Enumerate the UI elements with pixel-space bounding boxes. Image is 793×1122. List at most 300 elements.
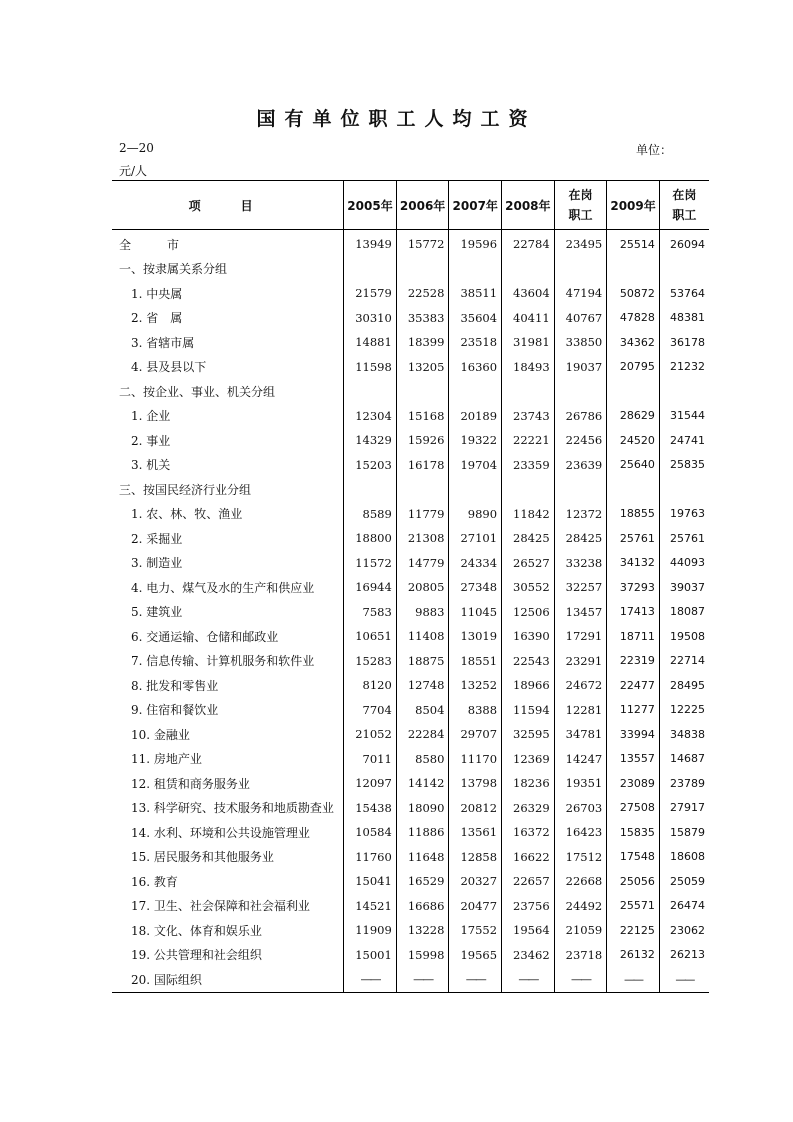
value-cell: 17413 — [607, 600, 660, 625]
value-cell: 18399 — [396, 330, 449, 355]
value-cell: 19322 — [449, 428, 502, 453]
value-cell: 20795 — [607, 355, 660, 380]
value-cell: 23756 — [502, 894, 555, 919]
row-label: 2. 事业 — [131, 433, 171, 448]
value-cell: 27101 — [449, 526, 502, 551]
value-cell: 22319 — [607, 649, 660, 674]
value-cell: 23639 — [554, 453, 607, 478]
header-onduty-2009-line2: 职工 — [672, 208, 697, 222]
value-cell: 23495 — [554, 230, 607, 257]
value-cell: 15041 — [344, 869, 397, 894]
value-cell: 22657 — [502, 869, 555, 894]
value-cell: 8120 — [344, 673, 397, 698]
value-cell — [659, 257, 709, 282]
value-cell: 20477 — [449, 894, 502, 919]
value-cell — [396, 477, 449, 502]
value-cell: 47194 — [554, 281, 607, 306]
table-row — [112, 600, 709, 625]
value-dash: —— — [465, 972, 485, 987]
value-dash: —— — [360, 972, 380, 987]
value-cell — [344, 257, 397, 282]
value-cell: 22668 — [554, 869, 607, 894]
value-cell: 22125 — [607, 918, 660, 943]
row-label: 18. 文化、体育和娱乐业 — [131, 923, 262, 938]
row-label: 二、按企业、事业、机关分组 — [119, 384, 276, 399]
value-cell: 11594 — [502, 698, 555, 723]
value-cell: 17512 — [554, 845, 607, 870]
value-cell: 47828 — [607, 306, 660, 331]
value-cell: 24741 — [659, 428, 709, 453]
value-cell: 20812 — [449, 796, 502, 821]
value-cell: 7704 — [344, 698, 397, 723]
value-cell: 15203 — [344, 453, 397, 478]
value-cell: 14329 — [344, 428, 397, 453]
value-cell: 18800 — [344, 526, 397, 551]
value-cell: 12858 — [449, 845, 502, 870]
value-cell: 19763 — [659, 502, 709, 527]
value-cell: 19037 — [554, 355, 607, 380]
value-cell: 11842 — [502, 502, 555, 527]
unit-label: 单位： — [636, 143, 673, 157]
value-cell — [449, 967, 502, 992]
value-cell: 39037 — [659, 575, 709, 600]
value-cell: 18236 — [502, 771, 555, 796]
value-cell: 21308 — [396, 526, 449, 551]
value-cell: 8388 — [449, 698, 502, 723]
table-row — [112, 575, 709, 600]
value-cell: 21059 — [554, 918, 607, 943]
value-cell — [607, 477, 660, 502]
value-cell: 13228 — [396, 918, 449, 943]
value-cell: 13019 — [449, 624, 502, 649]
value-dash: —— — [570, 972, 590, 987]
header-item: 项 目 — [188, 198, 267, 213]
value-cell: 27917 — [659, 796, 709, 821]
value-cell: 11170 — [449, 747, 502, 772]
value-cell — [554, 477, 607, 502]
header-2008: 2008年 — [502, 181, 555, 230]
row-label: 17. 卫生、社会保障和社会福利业 — [131, 899, 310, 914]
value-cell: 22221 — [502, 428, 555, 453]
value-cell — [396, 967, 449, 992]
value-cell: 15772 — [396, 230, 449, 257]
value-cell: 23789 — [659, 771, 709, 796]
row-label: 11. 房地产业 — [131, 752, 202, 767]
row-label: 3. 机关 — [131, 458, 171, 473]
value-cell: 25571 — [607, 894, 660, 919]
value-cell: 14142 — [396, 771, 449, 796]
value-cell: 12097 — [344, 771, 397, 796]
value-cell — [607, 379, 660, 404]
value-cell: 15926 — [396, 428, 449, 453]
value-cell: 26094 — [659, 230, 709, 257]
value-cell: 25514 — [607, 230, 660, 257]
value-cell: 10651 — [344, 624, 397, 649]
row-label: 1. 农、林、牧、渔业 — [131, 507, 243, 522]
value-cell: 11779 — [396, 502, 449, 527]
value-cell: 12369 — [502, 747, 555, 772]
value-cell — [659, 967, 709, 992]
table-row — [112, 502, 709, 527]
value-cell: 19704 — [449, 453, 502, 478]
value-cell: 13252 — [449, 673, 502, 698]
value-cell: 16944 — [344, 575, 397, 600]
value-dash: —— — [518, 972, 538, 987]
value-cell: 11760 — [344, 845, 397, 870]
value-cell: 34838 — [659, 722, 709, 747]
value-cell: 18966 — [502, 673, 555, 698]
row-label: 12. 租赁和商务服务业 — [131, 776, 250, 791]
value-cell: 15438 — [344, 796, 397, 821]
table-row — [112, 771, 709, 796]
value-cell: 22284 — [396, 722, 449, 747]
value-dash: —— — [675, 972, 694, 986]
value-cell: 19564 — [502, 918, 555, 943]
value-cell: 16622 — [502, 845, 555, 870]
value-cell — [659, 477, 709, 502]
value-cell: 23089 — [607, 771, 660, 796]
table-row — [112, 894, 709, 919]
value-cell — [396, 257, 449, 282]
value-cell: 29707 — [449, 722, 502, 747]
header-2006: 2006年 — [396, 181, 449, 230]
row-label: 8. 批发和零售业 — [131, 678, 219, 693]
value-cell: 11648 — [396, 845, 449, 870]
value-cell: 19565 — [449, 943, 502, 968]
value-cell: 23718 — [554, 943, 607, 968]
value-cell — [502, 257, 555, 282]
row-label: 10. 金融业 — [131, 727, 190, 742]
value-cell: 26527 — [502, 551, 555, 576]
row-label: 6. 交通运输、仓储和邮政业 — [131, 629, 279, 644]
row-label: 4. 电力、煤气及水的生产和供应业 — [131, 580, 315, 595]
value-cell: 12748 — [396, 673, 449, 698]
table-row — [112, 673, 709, 698]
value-cell: 50872 — [607, 281, 660, 306]
value-cell: 18087 — [659, 600, 709, 625]
value-cell: 21052 — [344, 722, 397, 747]
value-cell: 26329 — [502, 796, 555, 821]
value-cell: 24672 — [554, 673, 607, 698]
row-label: 三、按国民经济行业分组 — [119, 482, 252, 497]
value-cell: 35383 — [396, 306, 449, 331]
value-cell: 20805 — [396, 575, 449, 600]
table-row — [112, 820, 709, 845]
table-row — [112, 649, 709, 674]
value-cell: 32257 — [554, 575, 607, 600]
value-cell: 25761 — [659, 526, 709, 551]
table-row — [112, 722, 709, 747]
value-cell: 25835 — [659, 453, 709, 478]
value-cell: 13561 — [449, 820, 502, 845]
value-cell: 18493 — [502, 355, 555, 380]
value-cell: 8504 — [396, 698, 449, 723]
row-label: 1. 企业 — [131, 409, 171, 424]
row-label: 13. 科学研究、技术服务和地质勘查业 — [131, 801, 334, 816]
header-row — [112, 181, 709, 230]
value-cell: 19508 — [659, 624, 709, 649]
value-cell: 23518 — [449, 330, 502, 355]
value-cell: 19596 — [449, 230, 502, 257]
table-row — [112, 967, 709, 992]
value-cell: 25640 — [607, 453, 660, 478]
value-cell: 18711 — [607, 624, 660, 649]
value-cell: 24520 — [607, 428, 660, 453]
value-cell: 12372 — [554, 502, 607, 527]
table-row — [112, 477, 709, 502]
value-cell: 43604 — [502, 281, 555, 306]
value-cell: 26703 — [554, 796, 607, 821]
value-cell: 14521 — [344, 894, 397, 919]
value-cell: 24334 — [449, 551, 502, 576]
value-cell: 17291 — [554, 624, 607, 649]
value-cell: 26786 — [554, 404, 607, 429]
header-onduty-2009-line1: 在岗 — [672, 188, 697, 202]
value-cell: 48381 — [659, 306, 709, 331]
value-cell — [554, 967, 607, 992]
table-row — [112, 379, 709, 404]
value-cell: 15168 — [396, 404, 449, 429]
table-header — [112, 181, 709, 230]
value-cell: 12506 — [502, 600, 555, 625]
value-cell: 23743 — [502, 404, 555, 429]
value-cell: 16390 — [502, 624, 555, 649]
header-onduty-2008-line1: 在岗 — [568, 188, 593, 202]
value-cell — [554, 257, 607, 282]
table-row — [112, 747, 709, 772]
value-cell — [502, 477, 555, 502]
value-cell: 14247 — [554, 747, 607, 772]
value-cell: 18855 — [607, 502, 660, 527]
header-onduty-2009 — [659, 181, 709, 230]
header-onduty-2008 — [554, 181, 607, 230]
value-cell: 34781 — [554, 722, 607, 747]
value-cell: 27508 — [607, 796, 660, 821]
value-cell: 33994 — [607, 722, 660, 747]
value-cell: 11886 — [396, 820, 449, 845]
value-cell: 30310 — [344, 306, 397, 331]
table-row — [112, 624, 709, 649]
value-cell: 11045 — [449, 600, 502, 625]
value-cell: 11598 — [344, 355, 397, 380]
table-row — [112, 845, 709, 870]
row-label: 3. 制造业 — [131, 556, 183, 571]
table-row — [112, 551, 709, 576]
row-label: 19. 公共管理和社会组织 — [131, 948, 262, 963]
table-row — [112, 257, 709, 282]
value-cell: 15998 — [396, 943, 449, 968]
value-cell: 23359 — [502, 453, 555, 478]
row-label: 4. 县及县以下 — [131, 360, 207, 375]
row-label: 2. 省 属 — [131, 311, 183, 326]
row-label: 15. 居民服务和其他服务业 — [131, 850, 274, 865]
unit-value: 元/人 — [119, 164, 148, 178]
value-cell: 19351 — [554, 771, 607, 796]
row-label: 5. 建筑业 — [131, 605, 183, 620]
value-cell: 22456 — [554, 428, 607, 453]
value-cell: 23062 — [659, 918, 709, 943]
table-row — [112, 943, 709, 968]
value-cell: 23462 — [502, 943, 555, 968]
row-label: 2. 采掘业 — [131, 531, 183, 546]
table-row — [112, 230, 709, 257]
value-cell: 22784 — [502, 230, 555, 257]
table-row — [112, 281, 709, 306]
value-cell — [344, 477, 397, 502]
value-cell: 31981 — [502, 330, 555, 355]
value-cell: 26213 — [659, 943, 709, 968]
value-cell: 28495 — [659, 673, 709, 698]
table-row — [112, 918, 709, 943]
value-cell: 21579 — [344, 281, 397, 306]
value-cell: 20327 — [449, 869, 502, 894]
value-cell: 36178 — [659, 330, 709, 355]
table-row — [112, 796, 709, 821]
row-label: 14. 水利、环境和公共设施管理业 — [131, 825, 310, 840]
table-row — [112, 698, 709, 723]
value-cell: 15835 — [607, 820, 660, 845]
value-cell: 11277 — [607, 698, 660, 723]
table-row — [112, 526, 709, 551]
row-label: 3. 省辖市属 — [131, 335, 195, 350]
table-row — [112, 428, 709, 453]
value-cell: 14779 — [396, 551, 449, 576]
row-label: 一、按隶属关系分组 — [119, 262, 228, 277]
value-cell: 34362 — [607, 330, 660, 355]
value-cell: 13798 — [449, 771, 502, 796]
value-cell: 17552 — [449, 918, 502, 943]
value-cell: 22714 — [659, 649, 709, 674]
value-cell: 22477 — [607, 673, 660, 698]
value-cell: 35604 — [449, 306, 502, 331]
value-cell: 8589 — [344, 502, 397, 527]
value-cell: 34132 — [607, 551, 660, 576]
value-cell — [396, 379, 449, 404]
value-cell: 16423 — [554, 820, 607, 845]
value-cell — [449, 477, 502, 502]
row-label: 20. 国际组织 — [131, 972, 202, 987]
table-row — [112, 404, 709, 429]
header-2007: 2007年 — [449, 181, 502, 230]
value-cell: 15879 — [659, 820, 709, 845]
value-cell: 26474 — [659, 894, 709, 919]
value-cell: 11408 — [396, 624, 449, 649]
value-cell: 18551 — [449, 649, 502, 674]
value-cell: 8580 — [396, 747, 449, 772]
value-cell: 9890 — [449, 502, 502, 527]
value-cell: 37293 — [607, 575, 660, 600]
header-2009: 2009年 — [607, 181, 660, 230]
value-cell: 25761 — [607, 526, 660, 551]
value-cell: 44093 — [659, 551, 709, 576]
value-cell: 17548 — [607, 845, 660, 870]
value-cell: 20189 — [449, 404, 502, 429]
value-cell: 26132 — [607, 943, 660, 968]
value-cell: 33850 — [554, 330, 607, 355]
value-cell: 53764 — [659, 281, 709, 306]
value-cell: 10584 — [344, 820, 397, 845]
value-cell: 13557 — [607, 747, 660, 772]
value-cell: 31544 — [659, 404, 709, 429]
table-row — [112, 306, 709, 331]
value-cell: 16360 — [449, 355, 502, 380]
value-cell: 40767 — [554, 306, 607, 331]
value-dash: —— — [413, 972, 433, 987]
value-cell: 16686 — [396, 894, 449, 919]
value-cell — [344, 379, 397, 404]
value-cell: 14687 — [659, 747, 709, 772]
table-number: 2—20 — [119, 141, 154, 155]
value-cell: 23291 — [554, 649, 607, 674]
value-cell: 38511 — [449, 281, 502, 306]
value-cell: 28425 — [502, 526, 555, 551]
row-label: 9. 住宿和餐饮业 — [131, 703, 219, 718]
value-cell: 12281 — [554, 698, 607, 723]
value-cell: 18090 — [396, 796, 449, 821]
value-cell: 16372 — [502, 820, 555, 845]
value-cell — [502, 967, 555, 992]
table-row — [112, 330, 709, 355]
value-cell — [659, 379, 709, 404]
page-title: 国有单位职工人均工资 — [256, 108, 537, 130]
value-cell: 22528 — [396, 281, 449, 306]
value-dash: —— — [624, 972, 643, 986]
value-cell — [502, 379, 555, 404]
value-cell: 13949 — [344, 230, 397, 257]
value-cell: 32595 — [502, 722, 555, 747]
value-cell — [449, 257, 502, 282]
value-cell: 7011 — [344, 747, 397, 772]
value-cell: 13205 — [396, 355, 449, 380]
value-cell: 13457 — [554, 600, 607, 625]
value-cell: 24492 — [554, 894, 607, 919]
value-cell: 16178 — [396, 453, 449, 478]
value-cell — [554, 379, 607, 404]
value-cell — [449, 379, 502, 404]
wage-table-grid — [112, 180, 709, 993]
value-cell: 18875 — [396, 649, 449, 674]
value-cell: 27348 — [449, 575, 502, 600]
table-row — [112, 453, 709, 478]
value-cell: 28629 — [607, 404, 660, 429]
value-cell: 21232 — [659, 355, 709, 380]
row-label: 1. 中央属 — [131, 286, 183, 301]
value-cell — [607, 257, 660, 282]
value-cell — [607, 967, 660, 992]
row-label: 16. 教育 — [131, 874, 178, 889]
table-row — [112, 869, 709, 894]
value-cell: 14881 — [344, 330, 397, 355]
value-cell: 11572 — [344, 551, 397, 576]
value-cell: 33238 — [554, 551, 607, 576]
value-cell: 9883 — [396, 600, 449, 625]
row-label: 全 市 — [119, 237, 180, 252]
value-cell: 11909 — [344, 918, 397, 943]
value-cell: 12225 — [659, 698, 709, 723]
row-label: 7. 信息传输、计算机服务和软件业 — [131, 654, 315, 669]
value-cell: 25059 — [659, 869, 709, 894]
value-cell: 22543 — [502, 649, 555, 674]
value-cell: 12304 — [344, 404, 397, 429]
value-cell: 18608 — [659, 845, 709, 870]
value-cell: 7583 — [344, 600, 397, 625]
header-onduty-2008-line2: 职工 — [568, 208, 593, 222]
value-cell: 40411 — [502, 306, 555, 331]
value-cell: 16529 — [396, 869, 449, 894]
table-body — [112, 230, 709, 993]
value-cell: 28425 — [554, 526, 607, 551]
value-cell: 25056 — [607, 869, 660, 894]
